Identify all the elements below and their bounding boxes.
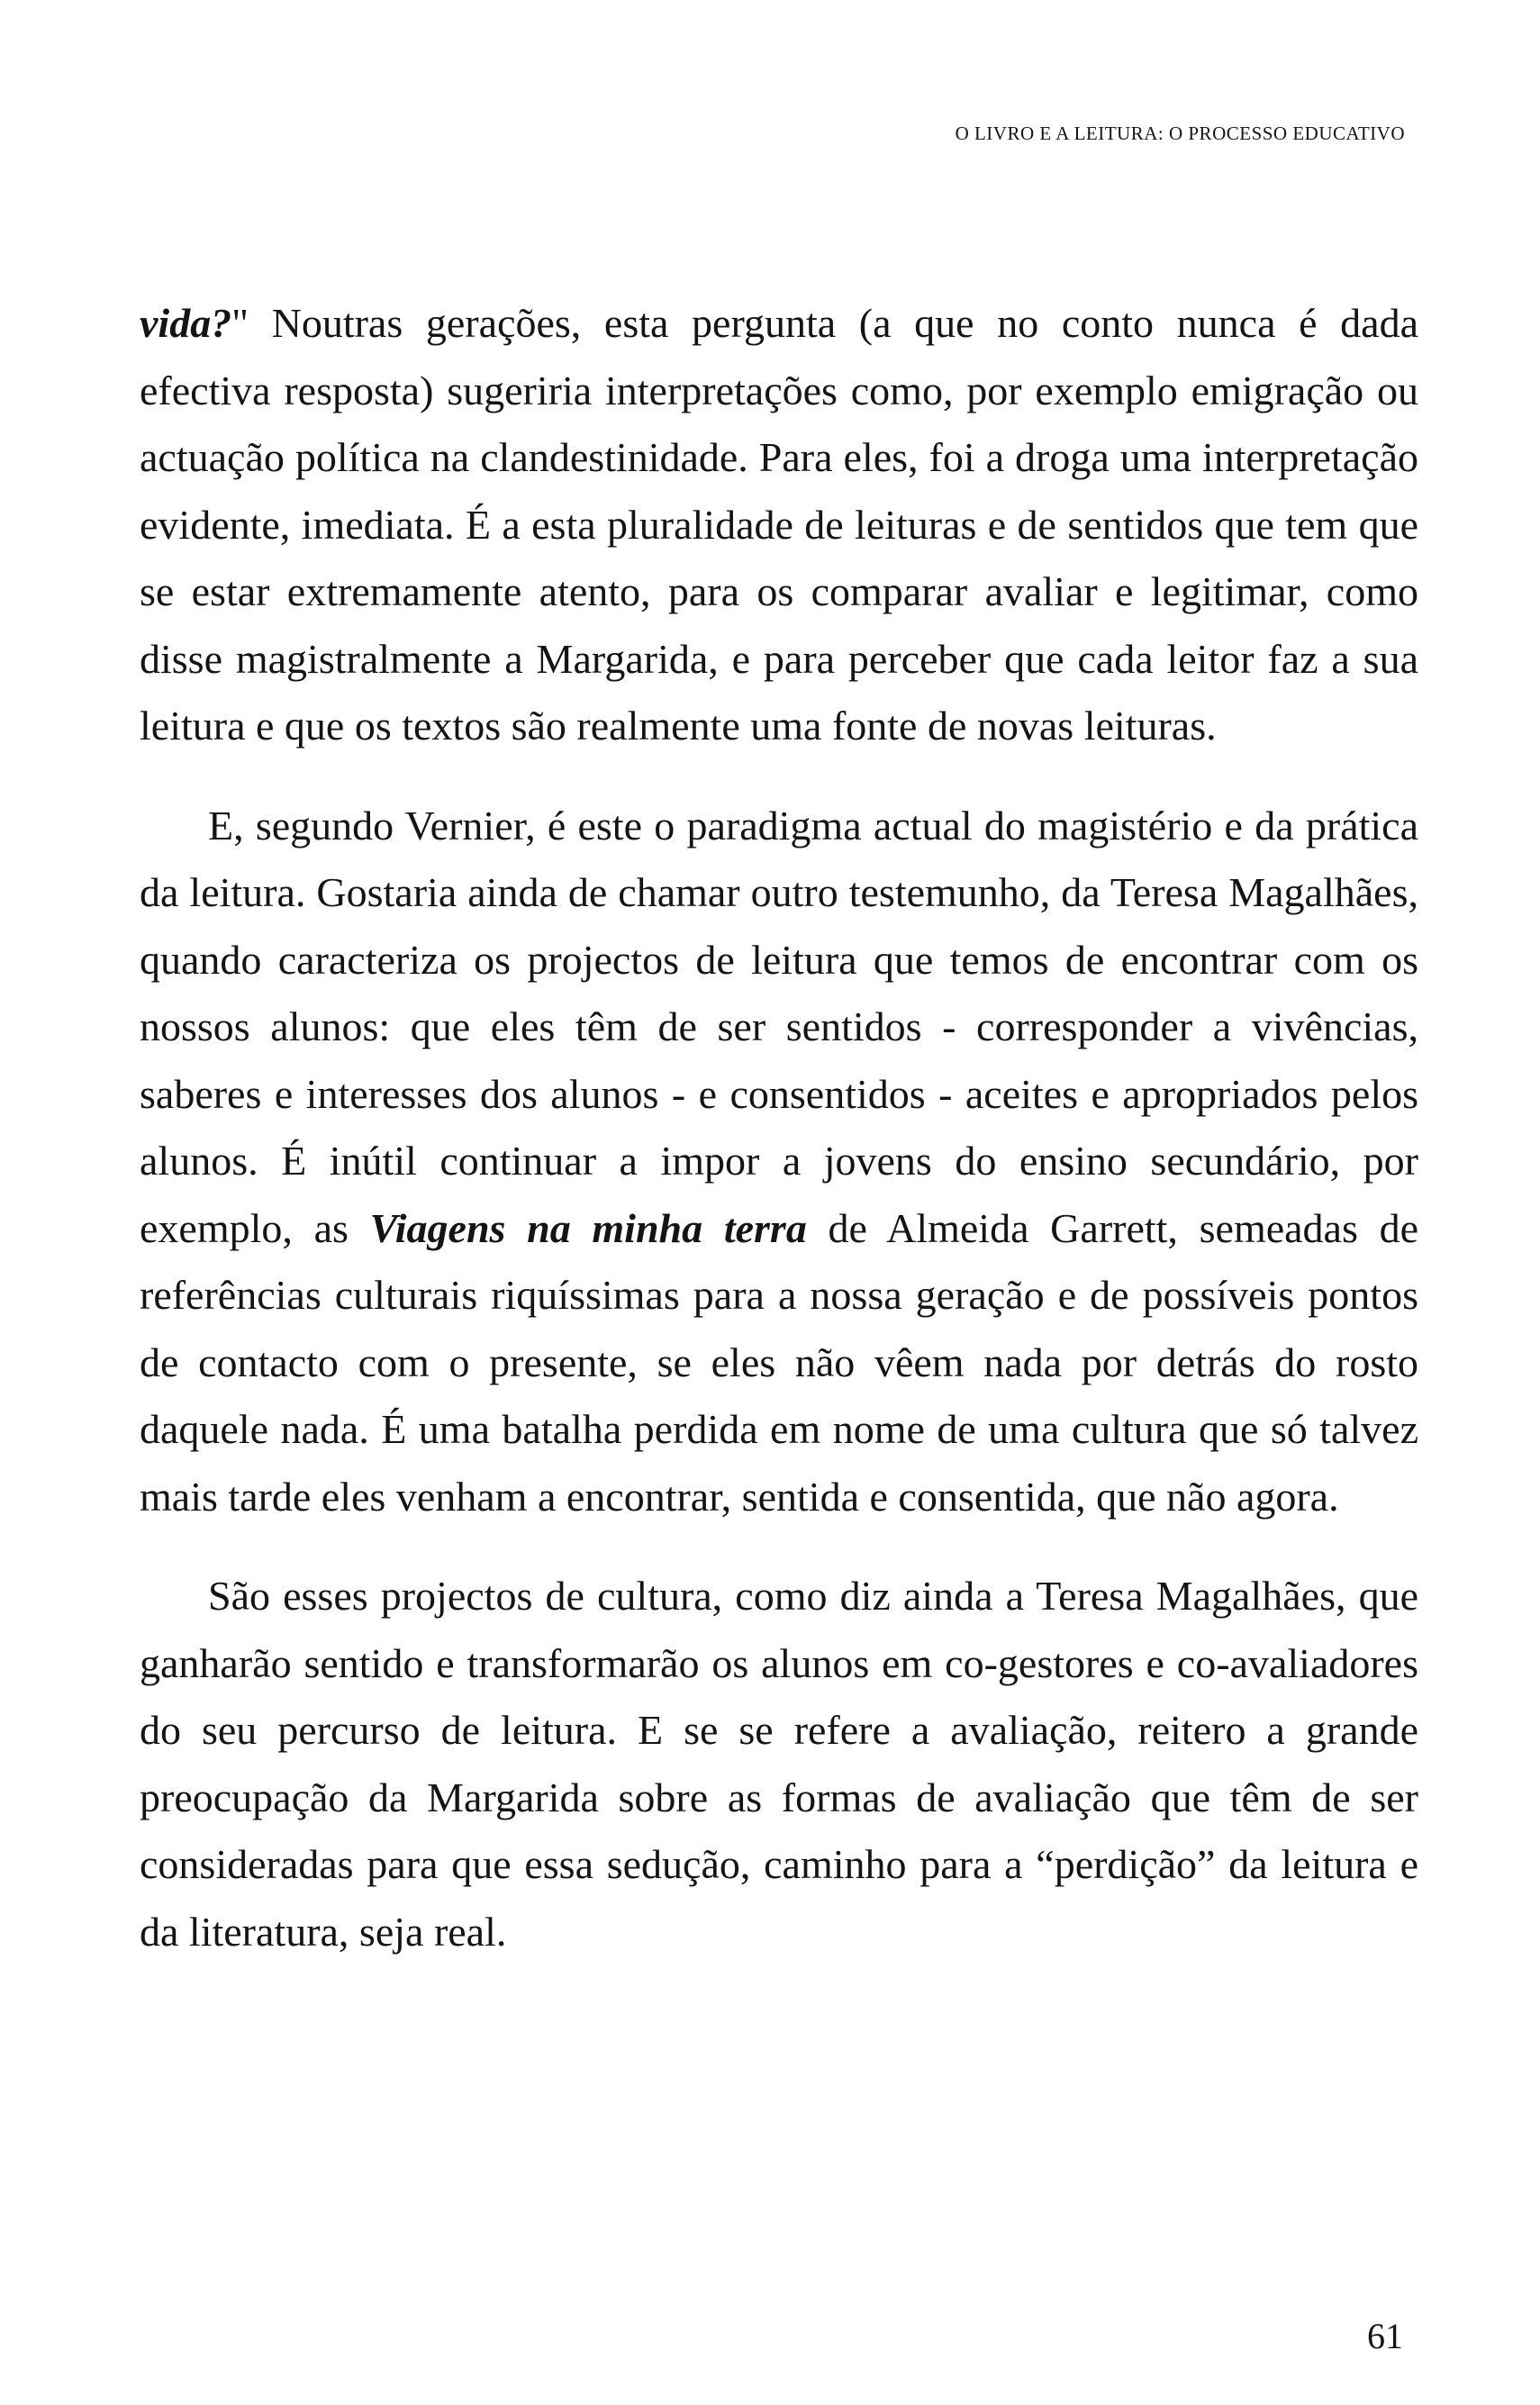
running-header: O LIVRO E A LEITURA: O PROCESSO EDUCATIVO [955, 123, 1405, 144]
paragraph-2-text-before: E, segundo Vernier, é este o paradigma actual do magistério e da prática da leitura. Gostaria ainda de chamar outro testemunho, da Teresa Magalhães, quando caracteriza os projectos de leitura que temos de encontrar com os nossos alunos: que eles têm de ser sentidos - corresponder a vivências, saberes e interesses dos alunos - e consentidos - aceites e apropriados pelos alunos. É inútil continuar a impor a jovens do ensino secundário, por exemplo, as [140, 802, 1418, 1251]
page-number: 61 [1367, 2316, 1403, 2356]
paragraph-1 [140, 290, 1418, 760]
paragraph-3 [140, 1563, 1418, 1965]
paragraph-3-text: São esses projectos de cultura, como diz ainda a Teresa Magalhães, que ganharão sentido e transformarão os alunos em co-gestores e co-avaliadores do seu percurso de leitura. E se se refere a avaliação, reitero a grande preocupação da Margarida sobre as formas de avaliação que têm de ser consideradas para que essa sedução, caminho para a “perdição” da leitura e da literatura, seja real. [140, 1573, 1418, 1955]
paragraph-2 [140, 793, 1418, 1531]
paragraph-2-text-after: de Almeida Garrett, semeadas de referências culturais riquíssimas para a nossa geração e de possíveis pontos de contacto com o presente, se eles não vêem nada por detrás do rosto daquele nada. É uma batalha perdida em nome de uma cultura que só talvez mais tarde eles venham a encontrar, sentida e consentida, que não agora. [140, 1204, 1418, 1520]
paragraph-1-text: " Noutras gerações, esta pergunta (a que no conto nunca é dada efectiva resposta) sugeriria interpretações como, por exemplo emigração ou actuação política na clandestinidade. Para eles, foi a droga uma interpretação evidente, imediata. É a esta pluralidade de leituras e de sentidos que tem que se estar extremamente atento, para os comparar avaliar e legitimar, como disse magistralmente a Margarida, e para perceber que cada leitor faz a sua leitura e que os textos são realmente uma fonte de novas leituras. [140, 300, 1418, 749]
book-title: Viagens na minha terra [369, 1204, 807, 1251]
paragraph-1-lead-word: vida? [140, 300, 232, 346]
body-text [140, 290, 1418, 1965]
